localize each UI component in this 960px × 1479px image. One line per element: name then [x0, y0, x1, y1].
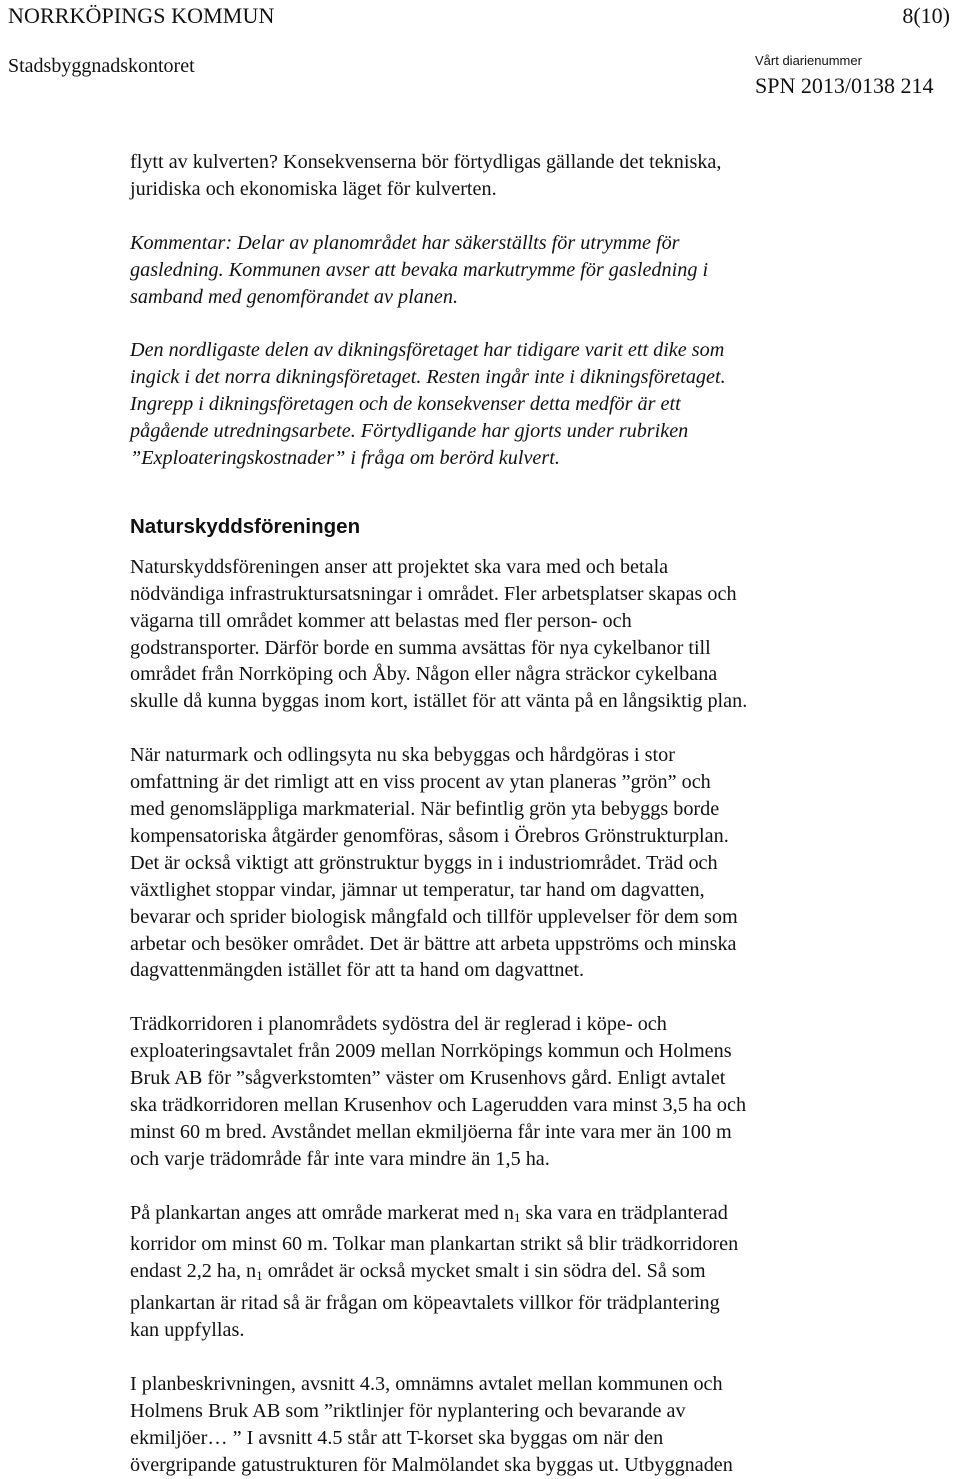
document-body	[130, 149, 860, 1479]
text-segment: På plankartan anges att område markerat med n	[130, 1201, 514, 1224]
reference-label: Vårt diarienummer	[755, 53, 862, 68]
header-organization: NORRKÖPINGS KOMMUN	[8, 3, 275, 28]
header-department: Stadsbyggnadskontoret	[8, 55, 195, 77]
page-number: 8(10)	[902, 3, 950, 28]
reference-number: SPN 2013/0138 214	[755, 73, 934, 98]
paragraph-tradkorridor: Trädkorridoren i planområdets sydöstra del är reglerad i köpe- och exploateringsavtalet från 2009 mellan Norrköpings kommun och Holmens Bruk AB för ”sågverkstomten” väster om Krusenhovs gård. Enligt avtalet ska trädkorridoren mellan Krusenhov och Lagerudden vara minst 3,5 ha och minst 60 m bred. Avståndet mellan ekmiljöerna får inte vara mer än 100 m och varje trädområde får inte vara mindre än 1,5 ha.	[130, 1013, 747, 1170]
text-segment: ska vara en trädplanterad korridor om minst 60 m. Tolkar man plankartan strikt så blir trädkorridoren endast 2,2 ha, n	[130, 1201, 739, 1283]
paragraph-infrastruktur: Naturskyddsföreningen anser att projektet ska vara med och betala nödvändiga infrastruktursatsningar i området. Fler arbetsplatser skapas och vägarna till området kommer att belastas med fler person- och godstransporter. Därför borde en summa avsättas för nya cykelbanor till området från Norrköping och Åby. Någon eller några sträckor cykelbana skulle då kunna byggas inom kort, istället för att vänta på en långsiktig plan.	[130, 555, 748, 713]
comment-gasledning: Kommentar: Delar av planområdet har säkerställts för utrymme för gasledning. Kommunen avser att bevaka markutrymme för gasledning i samband med genomförandet av planen.	[130, 231, 709, 308]
paragraph-plankarta	[130, 1200, 860, 1345]
paragraph-kulvert: flytt av kulverten? Konsekvenserna bör förtydligas gällande det tekniska, juridiska och ekonomiska läget för kulverten.	[130, 151, 722, 200]
subscript: 1	[513, 1209, 521, 1225]
paragraph-gronstruktur: När naturmark och odlingsyta nu ska bebyggas och hårdgöras i stor omfattning är det rimligt att en viss procent av ytan planeras ”grön” och med genomsläppliga markmaterial. När befintlig grön yta bebyggs borde kompensatoriska åtgärder genomföras, såsom i Örebros Grönstrukturplan. Det är också viktigt att grönstruktur byggs in i industriområdet. Träd och växtlighet stoppar vindar, jämnar ut temperatur, tar hand om dagvatten, bevarar och sprider biologisk mångfald och tillför upplevelser för dem som arbetar och besöker området. Det är bättre att arbeta uppströms och minska dagvattenmängden istället för att ta hand om dagvattnet.	[130, 744, 738, 982]
section-heading: Naturskyddsföreningen	[130, 514, 361, 538]
subscript: 1	[256, 1268, 263, 1284]
comment-dikningsforetag: Den nordligaste delen av dikningsföretaget har tidigare varit ett dike som ingick i det norra dikningsföretaget. Resten ingår inte i dikningsföretaget. Ingrepp i dikningsföretagen och de konsekvenser detta medför är ett pågående utredningsarbete. Förtydligande har gjorts under rubriken ”Exploateringskostnader” i fråga om berörd kulvert.	[130, 339, 726, 469]
paragraph-planbeskrivning: I planbeskrivningen, avsnitt 4.3, omnämns avtalet mellan kommunen och Holmens Bruk AB som ”riktlinjer för nyplantering och bevarande av ekmiljöer… ” I avsnitt 4.5 står att T-korset ska byggas om när den övergripande gatustrukturen för Malmölandet ska byggas ut. Utbyggnaden	[130, 1372, 733, 1476]
text-segment: området är också mycket smalt i sin södra del. Så som plankartan är ritad så är frågan om köpeavtalets villkor för trädplantering kan uppfyllas.	[130, 1260, 720, 1342]
